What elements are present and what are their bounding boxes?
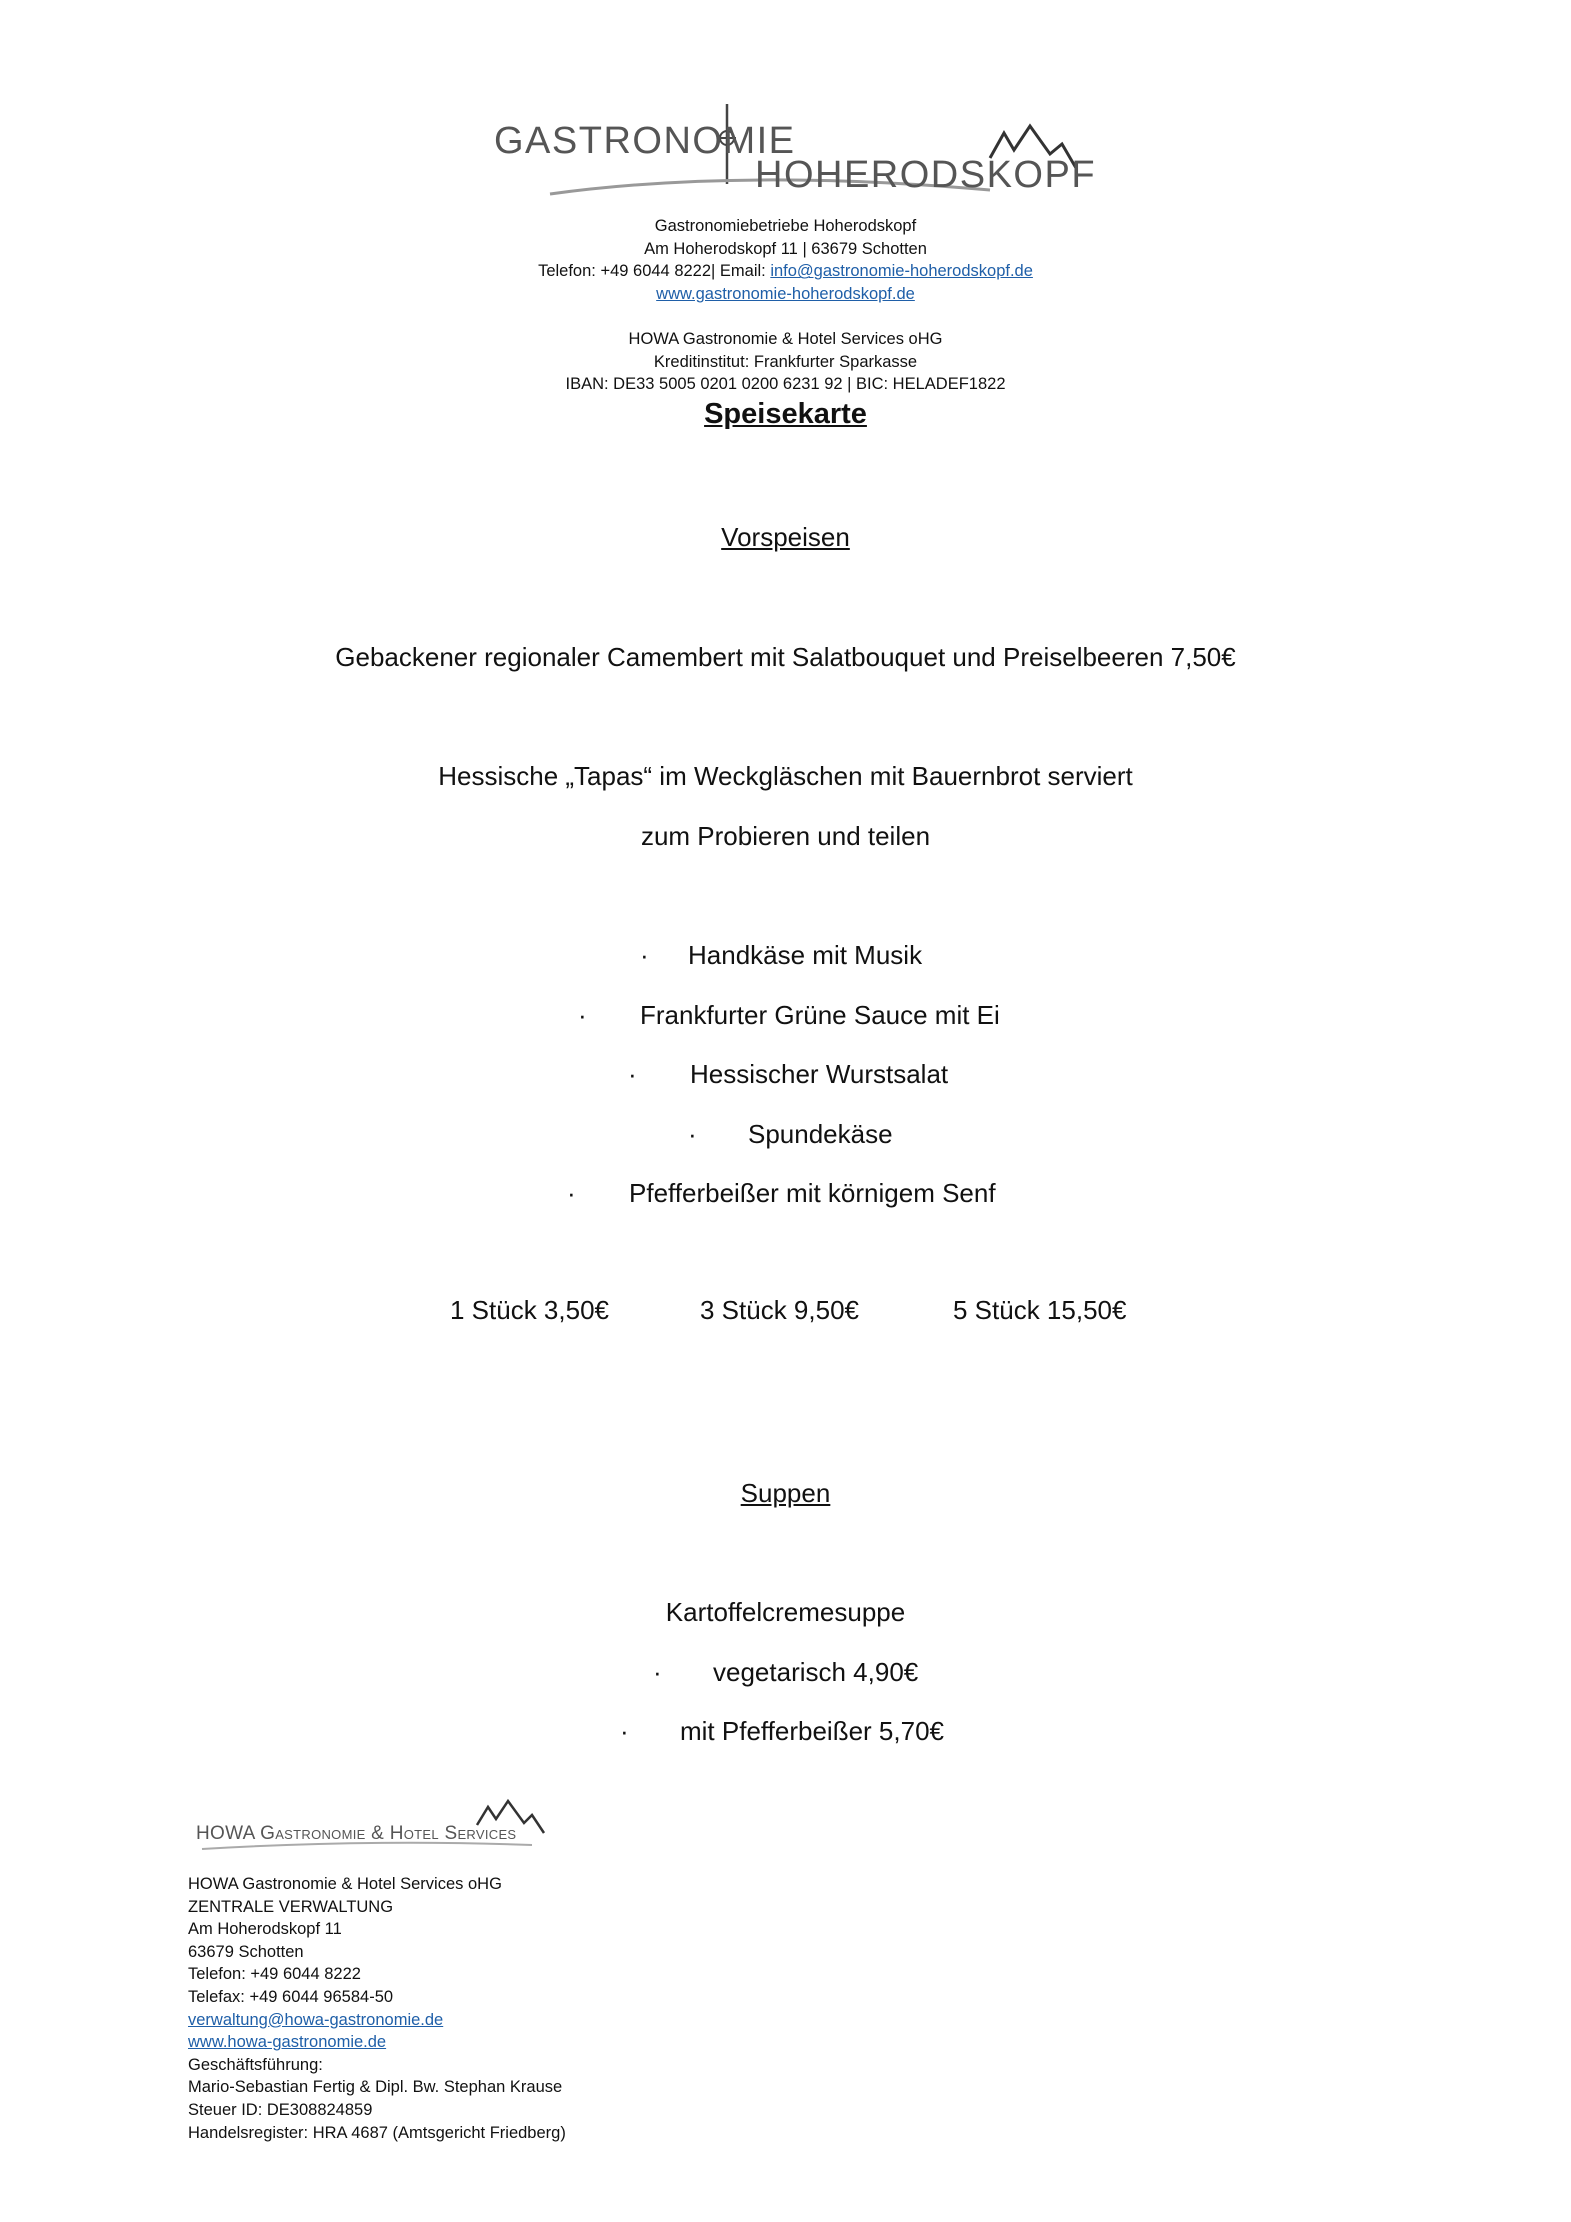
- iban-line: IBAN: DE33 5005 0201 0200 6231 92 | BIC: HELADEF1822: [565, 375, 1006, 394]
- list-item: · mit Pfefferbeißer 5,70€: [620, 1716, 944, 1746]
- footer-line: Geschäftsführung:: [188, 2055, 323, 2074]
- company-name: HOWA Gastronomie & Hotel Services oHG: [628, 330, 943, 348]
- list-item: · vegetarisch 4,90€: [653, 1657, 919, 1687]
- footer-logo: [192, 1795, 552, 1855]
- bullet: ·: [620, 1716, 629, 1746]
- footer-line: Am Hoherodskopf 11: [188, 1920, 342, 1939]
- footer-line: ZENTRALE VERWALTUNG: [188, 1897, 394, 1916]
- footer-line: Telefon: +49 6044 8222: [188, 1965, 361, 1984]
- menu-item-tapas: Hessische „Tapas“ im Weckgläschen mit Bauernbrot serviert: [438, 761, 1133, 791]
- menu-item-tapas-note: zum Probieren und teilen: [640, 821, 931, 851]
- section-heading-vorspeisen: Vorspeisen: [721, 522, 850, 552]
- letterhead-contact: [0, 260, 1571, 283]
- letterhead-line: Am Hoherodskopf 11 | 63679 Schotten: [644, 239, 927, 258]
- page-title: Speisekarte: [704, 398, 867, 430]
- header-logo: [490, 98, 1097, 208]
- bullet: ·: [688, 1119, 697, 1149]
- logo-word-hoherodskopf: HOHERODSKOPF: [755, 154, 1097, 196]
- footer-website-link[interactable]: www.howa-gastronomie.de: [188, 2033, 387, 2052]
- tapas-price-1: 1 Stück 3,50€: [450, 1295, 609, 1325]
- footer-line: HOWA Gastronomie & Hotel Services oHG: [188, 1875, 502, 1893]
- bullet: ·: [653, 1657, 662, 1687]
- tapas-price-5: 5 Stück 15,50€: [953, 1295, 1127, 1325]
- menu-item-camembert: Gebackener regionaler Camembert mit Salatbouquet und Preiselbeeren 7,50€: [335, 642, 1236, 672]
- section-heading-suppen: Suppen: [740, 1478, 831, 1508]
- bullet: ·: [628, 1059, 637, 1089]
- list-item: · Handkäse mit Musik: [640, 940, 923, 970]
- footer-line: Handelsregister: HRA 4687 (Amtsgericht Friedberg): [188, 2123, 566, 2142]
- menu-item-soup: Kartoffelcremesuppe: [665, 1597, 906, 1627]
- list-item: · Spundekäse: [688, 1119, 893, 1149]
- footer-line: Mario-Sebastian Fertig & Dipl. Bw. Stephan Krause: [188, 2078, 563, 2097]
- letterhead-address: [0, 215, 1571, 306]
- letterhead-line: Gastronomiebetriebe Hoherodskopf: [654, 217, 917, 235]
- logo-word-gastronomie: GASTRONOMIE: [494, 120, 796, 162]
- email-link[interactable]: info@gastronomie-hoherodskopf.de: [770, 262, 1033, 281]
- footer-logo-text: HOWA Gastronomie & Hotel Services: [196, 1823, 517, 1844]
- letterhead-company: [0, 328, 1571, 396]
- bullet: ·: [578, 1000, 587, 1030]
- list-item: · Pfefferbeißer mit körnigem Senf: [567, 1178, 996, 1208]
- bullet: ·: [640, 940, 649, 970]
- website-link[interactable]: www.gastronomie-hoherodskopf.de: [656, 285, 915, 304]
- footer-line: Telefax: +49 6044 96584-50: [188, 1987, 394, 2006]
- footer-email-link[interactable]: verwaltung@howa-gastronomie.de: [188, 2010, 444, 2029]
- footer-block: [188, 1873, 566, 2144]
- bank-name: Kreditinstitut: Frankfurter Sparkasse: [653, 352, 918, 371]
- list-item: · Frankfurter Grüne Sauce mit Ei: [578, 1000, 1000, 1030]
- list-item: · Hessischer Wurstsalat: [628, 1059, 949, 1089]
- footer-line: 63679 Schotten: [188, 1942, 304, 1961]
- bullet: ·: [567, 1178, 576, 1208]
- phone-text: Telefon: +49 6044 8222| Email:: [538, 262, 771, 281]
- tapas-price-3: 3 Stück 9,50€: [700, 1295, 859, 1325]
- footer-line: Steuer ID: DE308824859: [188, 2100, 373, 2119]
